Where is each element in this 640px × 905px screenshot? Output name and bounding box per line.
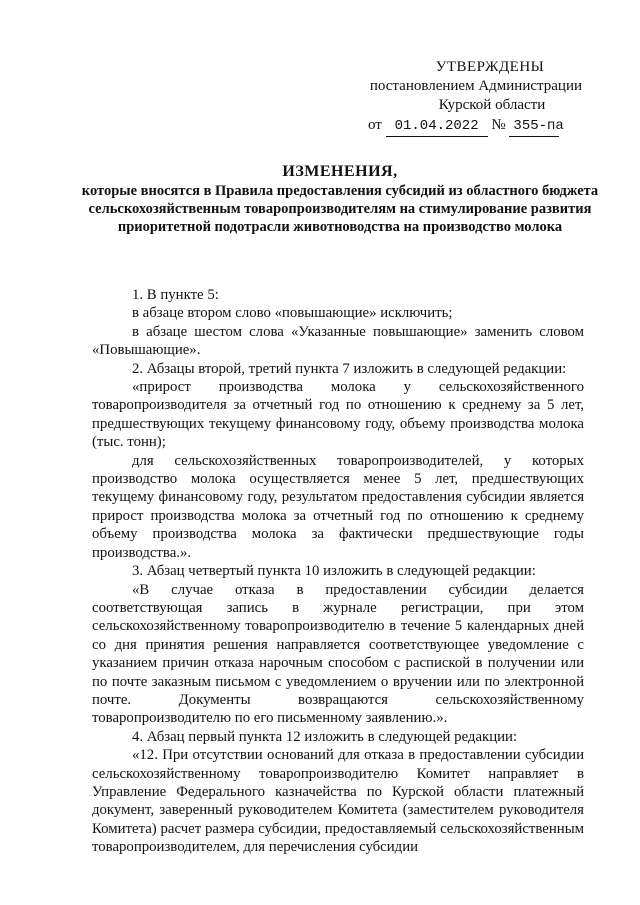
- paragraph: в абзаце втором слово «повышающие» исключить;: [132, 305, 453, 322]
- approval-date-line: [340, 116, 600, 137]
- number-label: №: [491, 117, 506, 133]
- approval-heading: УТВЕРЖДЕНЫ: [435, 59, 545, 75]
- approval-stamp: [340, 58, 600, 137]
- approval-line-1: постановлением Администрации: [369, 78, 582, 94]
- paragraph: «12. При отсутствии оснований для отказа в предоставлении субсидии сельскохозяйственному товаропроизводителю Комитет направляет в Управление Федерального казначейства по Курской области платежный документ, заверенный руководителем Комитета (заместителем руководителя Комитета) расчет размера субсидии, предоставляемый сельскохозяйственным товаропроизводителем, для перечисления субсидии: [92, 747, 584, 856]
- paragraph: 4. Абзац первый пункта 12 изложить в следующей редакции:: [132, 728, 518, 745]
- approval-number: 355-па: [509, 117, 559, 137]
- paragraph: «В случае отказа в предоставлении субсидии делается соответствующая запись в журнале регистрации, при этом сельскохозяйственному товаропроизводителю в течение 5 календарных дней со дня принятия решения направляется соответствующее уведомление с указанием причин отказа нарочным способом с распиской в получении или по почте заказным письмом с уведомлением о вручении или по электронной почте. Документы возвращаются сельскохозяйственному товаропроизводителю по его письменному заявлению.».: [92, 581, 584, 727]
- paragraph: в абзаце шестом слова «Указанные повышающие» заменить словом «Повышающие».: [92, 323, 584, 359]
- title-subtitle: которые вносятся в Правила предоставления субсидий из областного бюджета сельскохозяйственным товаропроизводителям на стимулирование развития приоритетной подотрасли животноводства на производство молока: [81, 183, 599, 235]
- title-main: ИЗМЕНЕНИЯ,: [282, 163, 398, 180]
- paragraph: 1. В пункте 5:: [132, 287, 219, 303]
- from-label: от: [368, 117, 382, 133]
- paragraph: 2. Абзацы второй, третий пункта 7 изложить в следующей редакции:: [132, 360, 567, 377]
- paragraph: 3. Абзац четвертый пункта 10 изложить в следующей редакции:: [132, 563, 536, 580]
- document-body: [92, 286, 584, 857]
- approval-date: 01.04.2022: [386, 117, 488, 137]
- document-title: [80, 162, 600, 236]
- paragraph: «прирост производства молока у сельскохозяйственного товаропроизводителя за отчетный год по отношению к среднему за 5 лет, предшествующих текущему финансовому году, объему производства молока (тыс. тонн);: [92, 379, 584, 451]
- approval-line-2: Курской области: [438, 97, 546, 113]
- paragraph: для сельскохозяйственных товаропроизводителей, у которых производство молока осуществляется менее 5 лет, предшествующих текущему финансовому году, результатом предоставления субсидии является прирост производства молока за отчетный год по отношению к среднему объему производства молока за фактически предшествующие годы производства.».: [92, 452, 584, 561]
